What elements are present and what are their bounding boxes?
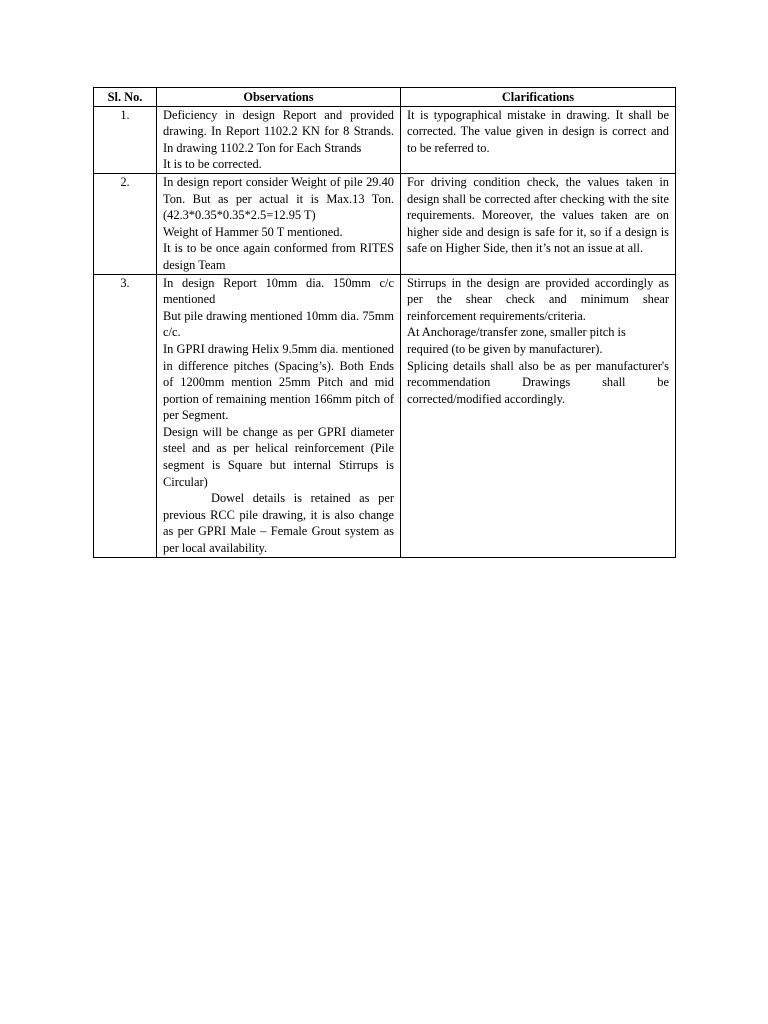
table-row xyxy=(94,106,676,173)
clarification-paragraph: For driving condition check, the values taken in design shall be corrected after checking with the site requirements. Moreover, the values taken are on higher side and design is safe for it, so if a design is safe on Higher Side, then it’s not an issue at all. xyxy=(407,174,669,256)
clarification-paragraph: At Anchorage/transfer zone, smaller pitch is required (to be given by manufacturer). xyxy=(407,325,626,356)
observation-cell xyxy=(157,274,401,557)
clarification-cell xyxy=(401,274,676,557)
observation-paragraph: Design will be change as per GPRI diameter steel and as per helical reinforcement (Pile segment is Square but internal Stirrups is Circular) xyxy=(163,424,394,489)
clarification-cell xyxy=(401,106,676,173)
observation-cell xyxy=(157,173,401,274)
observation-paragraph: In GPRI drawing Helix 9.5mm dia. mentioned in difference pitches (Spacing’s). Both Ends of 1200mm mention 25mm Pitch and mid portion of remaining mention 166mm pitch of per Segment. xyxy=(163,341,394,423)
sl-no-cell: 1. xyxy=(94,106,157,173)
clarification-cell xyxy=(401,173,676,274)
clarification-paragraph: Stirrups in the design are provided accordingly as per the shear check and minimum shear reinforcement requirements/criteria. xyxy=(407,275,669,323)
observation-paragraph: Deficiency in design Report and provided drawing. In Report 1102.2 KN for 8 Strands. In drawing 1102.2 Ton for Each Strands xyxy=(163,107,394,155)
header-observations: Observations xyxy=(157,88,401,107)
table-row xyxy=(94,173,676,274)
observation-paragraph: Dowel details is retained as per previous RCC pile drawing, it is also change as per GPRI Male – Female Grout system as per local availability. xyxy=(163,491,394,556)
clarification-paragraph: Splicing details shall also be as per manufacturer's recommendation Drawings shall be corrected/modified accordingly. xyxy=(407,358,669,406)
sl-no-cell: 3. xyxy=(94,274,157,557)
header-clarifications: Clarifications xyxy=(401,88,676,107)
observation-cell xyxy=(157,106,401,173)
observations-table xyxy=(93,87,676,558)
table-row xyxy=(94,274,676,557)
observation-paragraph: Weight of Hammer 50 T mentioned. xyxy=(163,224,343,239)
observation-paragraph: In design report consider Weight of pile 29.40 Ton. But as per actual it is Max.13 Ton. (42.3*0.35*0.35*2.5=12.95 T) xyxy=(163,174,394,223)
observation-paragraph: But pile drawing mentioned 10mm dia. 75mm c/c. xyxy=(163,308,394,340)
header-sl-no: Sl. No. xyxy=(94,88,157,107)
observation-paragraph: In design Report 10mm dia. 150mm c/c mentioned xyxy=(163,275,394,307)
sl-no-cell: 2. xyxy=(94,173,157,274)
observation-paragraph: It is to be once again conformed from RITES design Team xyxy=(163,241,394,272)
table-header-row xyxy=(94,88,676,107)
observation-paragraph: It is to be corrected. xyxy=(163,157,262,172)
clarification-paragraph: It is typographical mistake in drawing. It shall be corrected. The value given in design is correct and to be referred to. xyxy=(407,107,669,155)
